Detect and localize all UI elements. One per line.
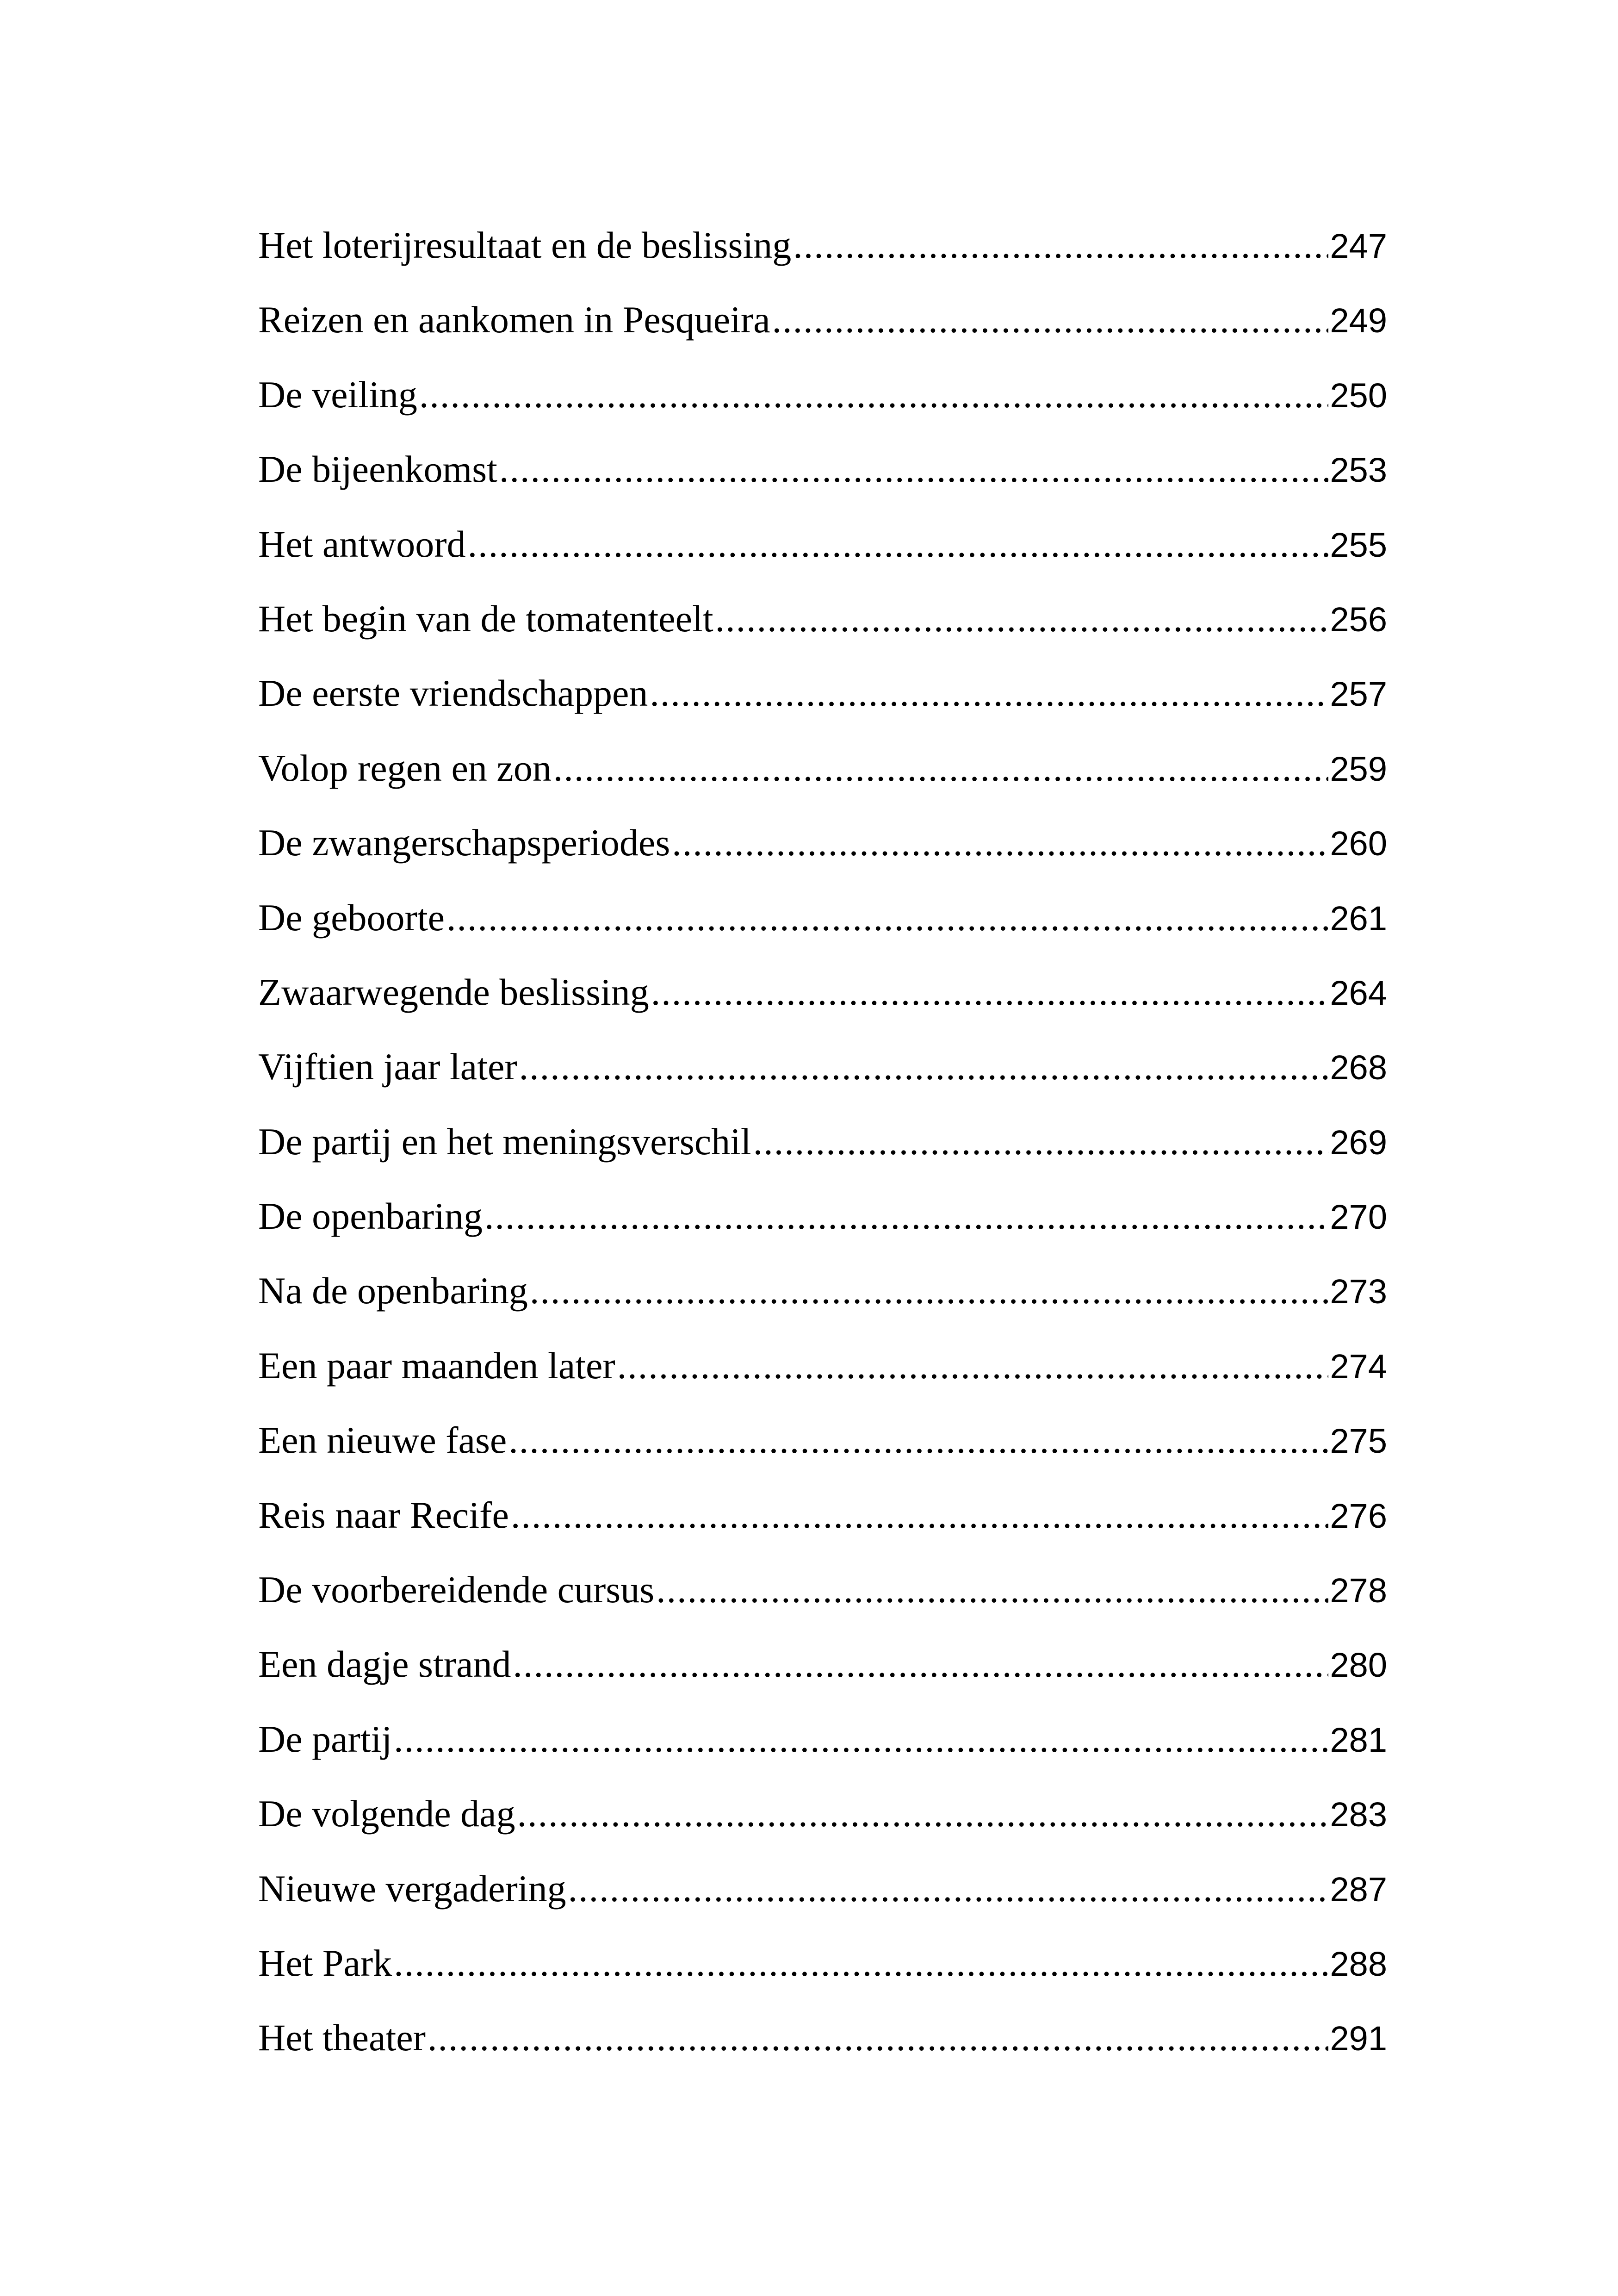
- toc-entry-title: Zwaarwegende beslissing: [258, 971, 649, 1013]
- toc-entry-title: Vijftien jaar later: [258, 1045, 517, 1088]
- toc-entry: [258, 1926, 1387, 2000]
- toc-entry-page: 278: [1330, 1571, 1387, 1610]
- toc-entry-page: 257: [1330, 675, 1387, 714]
- toc-entry: [258, 955, 1387, 1029]
- toc-dot-leader: [715, 581, 1328, 656]
- toc-entry-page: 249: [1330, 301, 1387, 340]
- toc-entry-page: 275: [1330, 1422, 1387, 1461]
- toc-dot-leader: [650, 656, 1328, 730]
- toc-entry-title: Volop regen en zon: [258, 747, 552, 789]
- toc-entry-title: Reizen en aankomen in Pesqueira: [258, 299, 770, 341]
- toc-entry: [258, 1552, 1387, 1627]
- toc-dot-leader: [656, 1552, 1328, 1627]
- toc-dot-leader: [651, 955, 1328, 1029]
- toc-entry: [258, 1627, 1387, 1701]
- toc-entry-page: 259: [1330, 749, 1387, 788]
- toc-entry-page: 291: [1330, 2019, 1387, 2058]
- toc-entry-title: Nieuwe vergadering: [258, 1867, 566, 1910]
- toc-dot-leader: [419, 357, 1328, 432]
- toc-entry-page: 270: [1330, 1198, 1387, 1237]
- toc-entry-page: 273: [1330, 1272, 1387, 1311]
- toc-dot-leader: [428, 2000, 1328, 2075]
- toc-entry: [258, 1702, 1387, 1776]
- toc-entry: [258, 581, 1387, 656]
- toc-dot-leader: [446, 880, 1328, 955]
- toc-entry-title: De volgende dag: [258, 1792, 515, 1835]
- toc-entry-page: 247: [1330, 227, 1387, 265]
- toc-entry-title: Een paar maanden later: [258, 1344, 615, 1387]
- toc-entry: [258, 1179, 1387, 1253]
- toc-entry-page: 281: [1330, 1720, 1387, 1759]
- toc-entry: [258, 1851, 1387, 1926]
- toc-entry-title: De veiling: [258, 373, 417, 416]
- toc-entry: [258, 1328, 1387, 1403]
- toc-dot-leader: [499, 432, 1328, 506]
- toc-entry-title: Na de openbaring: [258, 1269, 528, 1312]
- toc-entry-title: De zwangerschapsperiodes: [258, 821, 670, 864]
- toc-entry-title: Het antwoord: [258, 523, 466, 565]
- toc-entry-page: 261: [1330, 899, 1387, 938]
- toc-entry-title: De voorbereidende cursus: [258, 1568, 655, 1611]
- toc-dot-leader: [519, 1029, 1328, 1104]
- toc-entry-page: 274: [1330, 1347, 1387, 1386]
- toc-entry: [258, 1478, 1387, 1552]
- toc-entry-title: Het theater: [258, 2016, 426, 2059]
- toc-entry-page: 283: [1330, 1795, 1387, 1834]
- toc-entry: [258, 1403, 1387, 1477]
- toc-entry-title: De bijeenkomst: [258, 448, 497, 491]
- toc-entry-title: De eerste vriendschappen: [258, 672, 648, 715]
- toc-dot-leader: [753, 1104, 1328, 1179]
- toc-entry: [258, 805, 1387, 880]
- toc-entry-page: 280: [1330, 1646, 1387, 1685]
- toc-dot-leader: [468, 507, 1328, 581]
- toc-dot-leader: [508, 1403, 1328, 1477]
- toc-entry-title: De openbaring: [258, 1195, 483, 1238]
- toc-entry: [258, 208, 1387, 282]
- toc-entry-title: Reis naar Recife: [258, 1493, 509, 1536]
- toc-entry-page: 256: [1330, 600, 1387, 639]
- toc-dot-leader: [530, 1253, 1328, 1328]
- toc-entry-title: Een dagje strand: [258, 1643, 511, 1686]
- toc-entry-page: 287: [1330, 1870, 1387, 1909]
- toc-entry-page: 260: [1330, 824, 1387, 863]
- toc-dot-leader: [513, 1627, 1328, 1701]
- toc-entry: [258, 880, 1387, 955]
- toc-entry-title: De geboorte: [258, 896, 445, 939]
- toc-entry-page: 253: [1330, 451, 1387, 490]
- toc-entry-page: 250: [1330, 376, 1387, 415]
- toc-dot-leader: [672, 805, 1328, 880]
- toc-entry-title: De partij: [258, 1717, 392, 1760]
- toc-entry: [258, 282, 1387, 357]
- toc-entry-page: 264: [1330, 973, 1387, 1012]
- toc-entry-page: 268: [1330, 1048, 1387, 1087]
- toc-entry: [258, 656, 1387, 730]
- toc-dot-leader: [568, 1851, 1328, 1926]
- toc-dot-leader: [484, 1179, 1328, 1253]
- toc-entry-page: 276: [1330, 1496, 1387, 1535]
- toc-entry: [258, 1029, 1387, 1104]
- toc-entry: [258, 1104, 1387, 1179]
- toc-entry-title: Het Park: [258, 1941, 392, 1984]
- toc-entry-title: Het begin van de tomatenteelt: [258, 597, 713, 640]
- toc-entry-page: 288: [1330, 1944, 1387, 1983]
- toc-entry-page: 255: [1330, 525, 1387, 564]
- toc-dot-leader: [793, 208, 1328, 282]
- toc-entry: [258, 2000, 1387, 2075]
- toc-entry: [258, 1253, 1387, 1328]
- toc-entry-title: De partij en het meningsverschil: [258, 1120, 751, 1163]
- toc-entry: [258, 731, 1387, 805]
- toc-dot-leader: [553, 731, 1328, 805]
- toc-entry: [258, 507, 1387, 581]
- toc-entry-title: Een nieuwe fase: [258, 1419, 507, 1462]
- toc-dot-leader: [511, 1478, 1328, 1552]
- toc-entry: [258, 1776, 1387, 1851]
- toc-dot-leader: [394, 1702, 1328, 1776]
- toc-entry-page: 269: [1330, 1123, 1387, 1162]
- toc-entry-title: Het loterijresultaat en de beslissing: [258, 224, 792, 266]
- toc-dot-leader: [394, 1926, 1328, 2000]
- toc-entry: [258, 432, 1387, 506]
- toc-entry: [258, 357, 1387, 432]
- toc-dot-leader: [617, 1328, 1328, 1403]
- toc-dot-leader: [772, 282, 1328, 357]
- toc-dot-leader: [517, 1776, 1328, 1851]
- table-of-contents: [258, 208, 1387, 2075]
